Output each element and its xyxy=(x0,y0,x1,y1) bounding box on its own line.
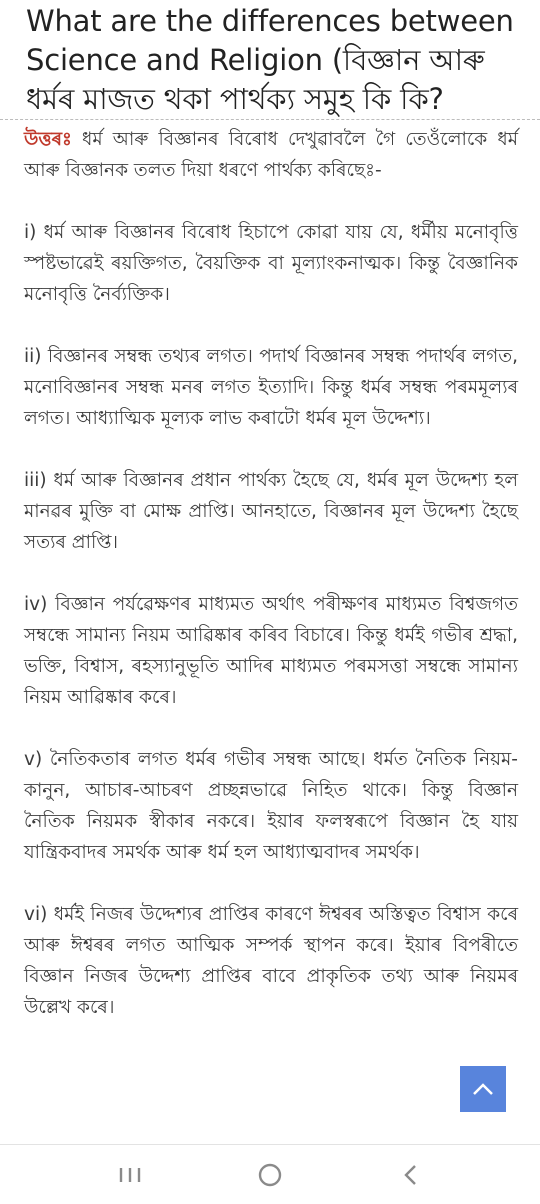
article-body xyxy=(24,124,518,1023)
scroll-to-top-button[interactable] xyxy=(460,1066,506,1112)
point-1: i) ধৰ্ম আৰু বিজ্ঞানৰ বিৰোধ হিচাপে কোৱা যায় যে, ধৰ্মীয় মনোবৃত্তি স্পষ্টভাৱেই ৰয়ক্তিগত, বৈয়ক্তিক বা মূল্যাংকনাত্মক। কিন্তু বৈজ্ঞানিক মনোবৃত্তি নৈৰ্ব্যক্তিক। xyxy=(24,222,518,305)
article-title: What are the differences between Science and Religion (বিজ্ঞান আৰু ধৰ্মৰ মাজত থকা পাৰ্থক্য সমুহ কি কি? xyxy=(26,4,514,116)
home-button[interactable] xyxy=(240,1150,300,1200)
chevron-up-icon xyxy=(472,1082,494,1096)
point-3: iii) ধৰ্ম আৰু বিজ্ঞানৰ প্ৰধান পাৰ্থক্য হৈছে যে, ধৰ্মৰ মূল উদ্দেশ্য হল মানৱৰ মুক্তি বা মোক্ষ প্ৰাপ্তি। আনহাতে, বিজ্ঞানৰ মূল উদ্দেশ্য হৈছে সত্যৰ প্ৰাপ্তি। xyxy=(24,470,518,553)
point-2: ii) বিজ্ঞানৰ সম্বন্ধ তথ্যৰ লগত। পদাৰ্থ বিজ্ঞানৰ সম্বন্ধ পদাৰ্থৰ লগত, মনোবিজ্ঞানৰ সম্বন্ধ মনৰ লগত ইত্যাদি। কিন্তু ধৰ্মৰ সম্বন্ধ পৰমমূল্যৰ লগত। আধ্যাত্মিক মূল্যক লাভ কৰাটো ধৰ্মৰ মূল উদ্দেশ্য। xyxy=(24,346,518,429)
point-6: vi) ধৰ্মই নিজৰ উদ্দেশ্যৰ প্ৰাপ্তিৰ কাৰণে ঈশ্বৰৰ অস্তিত্বত বিশ্বাস কৰে আৰু ঈশ্বৰৰ লগত আত্মিক সম্পৰ্ক স্থাপন কৰে। ইয়াৰ বিপৰীতে বিজ্ঞান নিজৰ উদ্দেশ্য প্ৰাপ্তিৰ বাবে প্ৰাকৃতিক তথ্য আৰু নিয়মৰ উল্লেখ কৰে। xyxy=(24,904,518,1018)
system-navigation-bar xyxy=(0,1145,540,1204)
answer-intro xyxy=(24,124,518,186)
answer-label: উত্তৰঃ xyxy=(24,129,72,150)
point-5: v) নৈতিকতাৰ লগত ধৰ্মৰ গভীৰ সম্বন্ধ আছে। ধৰ্মত নৈতিক নিয়ম-কানুন, আচাৰ-আচৰণ প্ৰচ্ছন্নভাৱে নিহিত থাকে। কিন্তু বিজ্ঞান নৈতিক নিয়মক স্বীকাৰ নকৰে। ইয়াৰ ফলস্বৰূপে বিজ্ঞান হৈ যায় যান্ত্ৰিকবাদৰ সমৰ্থক আৰু ধৰ্ম হল আধ্যাত্মবাদৰ সমৰ্থক। xyxy=(24,749,518,863)
menu-lines-icon xyxy=(118,1165,142,1185)
back-button[interactable] xyxy=(380,1150,440,1200)
intro-text: ধৰ্ম আৰু বিজ্ঞানৰ বিৰোধ দেখুৱাবলৈ গৈ তেওঁলোকে ধৰ্ম আৰু বিজ্ঞানক তলত দিয়া ধৰণে পাৰ্থক্য কৰিছেঃ- xyxy=(24,129,518,181)
title-divider xyxy=(0,119,540,121)
recents-button[interactable] xyxy=(100,1150,160,1200)
circle-home-icon xyxy=(257,1162,283,1188)
point-4: iv) বিজ্ঞান পৰ্যৱেক্ষণৰ মাধ্যমত অৰ্থাৎ পৰীক্ষণৰ মাধ্যমত বিশ্বজগত সম্বন্ধে সামান্য নিয়ম আৱিষ্কাৰ কৰিব বিচাৰে। কিন্তু ধৰ্মই গভীৰ শ্ৰদ্ধা, ভক্তি, বিশ্বাস, ৰহস্যানুভূতি আদিৰ মাধ্যমত পৰমসত্তা সম্বন্ধে সামান্য নিয়ম আৱিষ্কাৰ কৰে। xyxy=(24,594,518,708)
chevron-left-icon xyxy=(402,1163,418,1187)
